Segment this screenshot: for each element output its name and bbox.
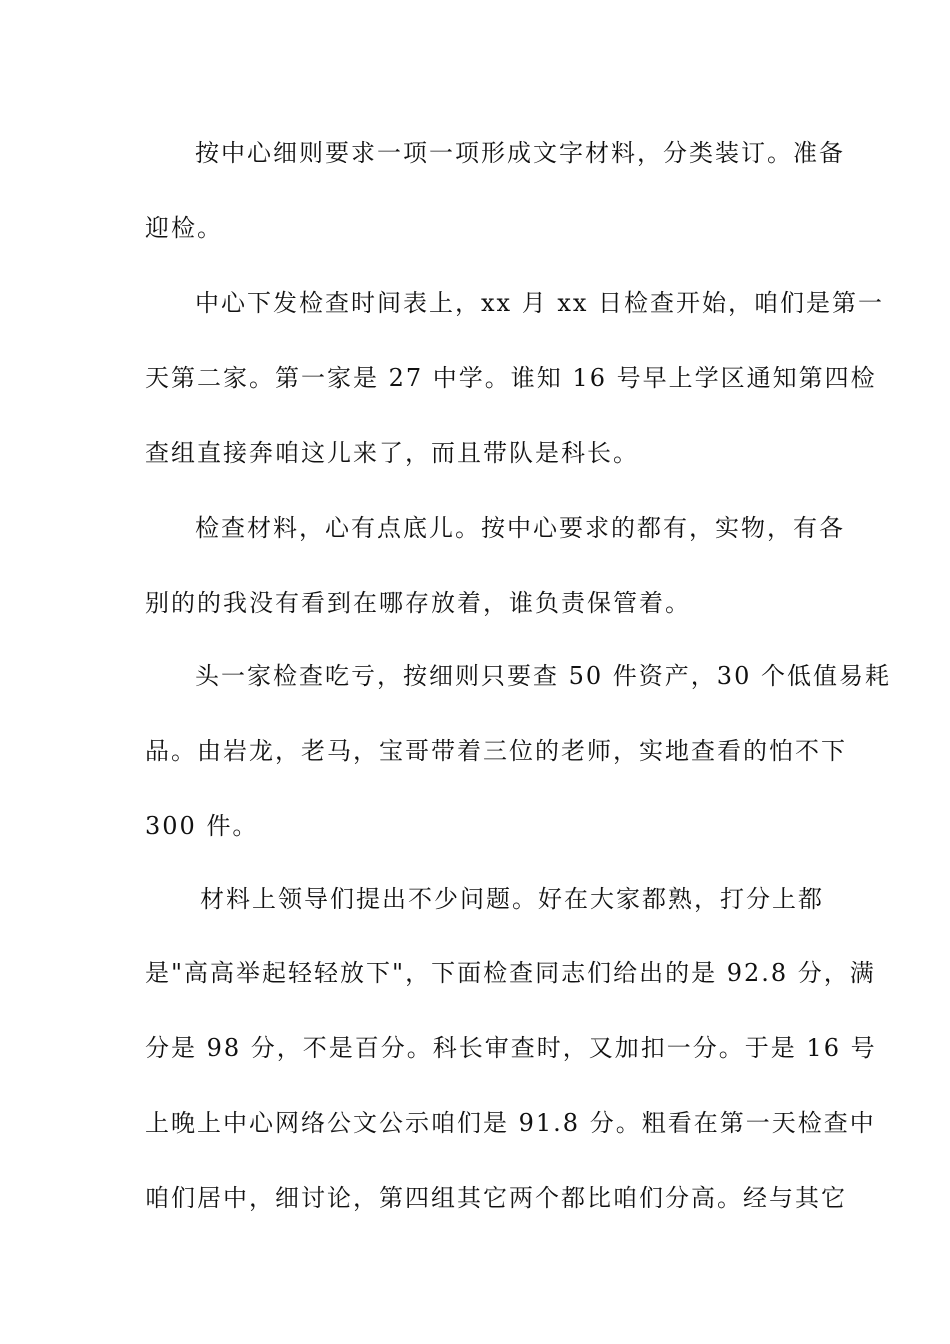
- paragraph-2-line-3: 查组直接奔咱这儿来了，而且带队是科长。: [145, 439, 639, 467]
- paragraph-5-line-3: 分是 98 分，不是百分。科长审查时，又加扣一分。于是 16 号: [145, 1034, 877, 1062]
- paragraph-5-line-2: 是"高高举起轻轻放下"，下面检查同志们给出的是 92.8 分，满: [145, 959, 876, 987]
- paragraph-5-line-1: 材料上领导们提出不少问题。好在大家都熟，打分上都: [200, 885, 824, 913]
- paragraph-4-line-3: 300 件。: [145, 812, 259, 840]
- paragraph-2-line-1: 中心下发检查时间表上，xx 月 xx 日检查开始，咱们是第一: [195, 289, 885, 317]
- paragraph-4-line-1: 头一家检查吃亏，按细则只要查 50 件资产，30 个低值易耗: [195, 662, 891, 690]
- paragraph-1-line-1: 按中心细则要求一项一项形成文字材料，分类装订。准备: [195, 139, 845, 167]
- paragraph-2-line-2: 天第二家。第一家是 27 中学。谁知 16 号早上学区通知第四检: [145, 364, 877, 392]
- paragraph-3-line-1: 检查材料，心有点底儿。按中心要求的都有，实物，有各: [195, 514, 845, 542]
- paragraph-1-line-2: 迎检。: [145, 214, 223, 242]
- paragraph-5-line-4: 上晚上中心网络公文公示咱们是 91.8 分。粗看在第一天检查中: [145, 1109, 876, 1137]
- paragraph-3-line-2: 别的的我没有看到在哪存放着，谁负责保管着。: [145, 589, 691, 617]
- paragraph-4-line-2: 品。由岩龙，老马，宝哥带着三位的老师，实地查看的怕不下: [145, 737, 847, 765]
- paragraph-5-line-5: 咱们居中，细讨论，第四组其它两个都比咱们分高。经与其它: [145, 1184, 847, 1212]
